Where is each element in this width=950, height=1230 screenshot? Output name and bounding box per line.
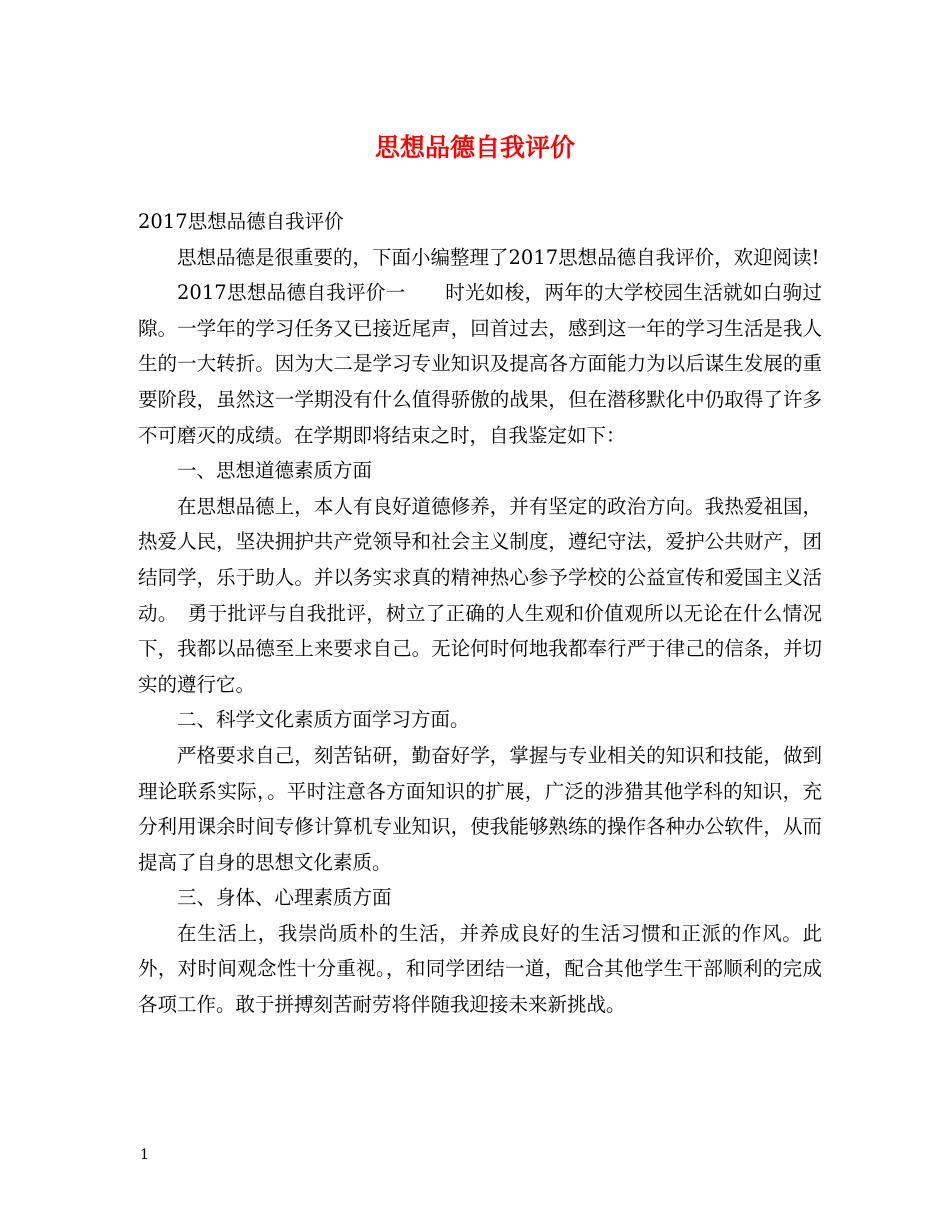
section-heading-moral: 一、思想道德素质方面: [177, 459, 373, 483]
document-body: [138, 204, 822, 1023]
section-heading-culture: 二、科学文化素质方面学习方面。: [177, 708, 470, 732]
page-number: 1: [140, 1147, 149, 1163]
paragraph-moral: 在思想品德上，本人有良好道德修养，并有坚定的政治方向。我热爱祖国，热爱人民，坚决拥护共产党领导和社会主义制度，遵纪守法，爱护公共财产，团结同学，乐于助人。并以务实求真的精神热心参予学校的公益宣传和爱国主义活动。 勇于批评与自我批评，树立了正确的人生观和价值观所以无论在什么情况下，我都以品德至上来要求自己。无论何时何地我都奉行严于律己的信条，并切实的遵行它。: [138, 494, 822, 696]
document-title: 思想品德自我评价: [374, 133, 575, 162]
paragraph-heading: 2017思想品德自我评价: [138, 210, 344, 233]
section-heading-physical: 三、身体、心理素质方面: [177, 886, 392, 910]
paragraph-evaluation-one: 2017思想品德自我评价一 时光如梭，两年的大学校园生活就如白驹过隙。一学年的学习任务又已接近尾声，回首过去，感到这一年的学习生活是我人生的一大转折。因为大二是学习专业知识及提高各方面能力为以后谋生发展的重要阶段，虽然这一学期没有什么值得骄傲的战果，但在潜移默化中仍取得了许多不可磨灭的成绩。在学期即将结束之时，自我鉴定如下：: [138, 281, 822, 447]
paragraph-physical: 在生活上，我崇尚质朴的生活，并养成良好的生活习惯和正派的作风。此外，对时间观念性十分重视。，和同学团结一道，配合其他学生干部顺利的完成各项工作。敢于拼搏刻苦耐劳将伴随我迎接未来新挑战。: [138, 921, 822, 1017]
paragraph-intro: 思想品德是很重要的，下面小编整理了2017思想品德自我评价，欢迎阅读!: [177, 245, 820, 269]
paragraph-culture: 严格要求自己，刻苦钻研，勤奋好学，掌握与专业相关的知识和技能，做到理论联系实际，。平时注意各方面知识的扩展，广泛的涉猎其他学科的知识，充分利用课余时间专修计算机专业知识，使我能够熟练的操作各种办公软件，从而提高了自身的思想文化素质。: [138, 743, 822, 874]
